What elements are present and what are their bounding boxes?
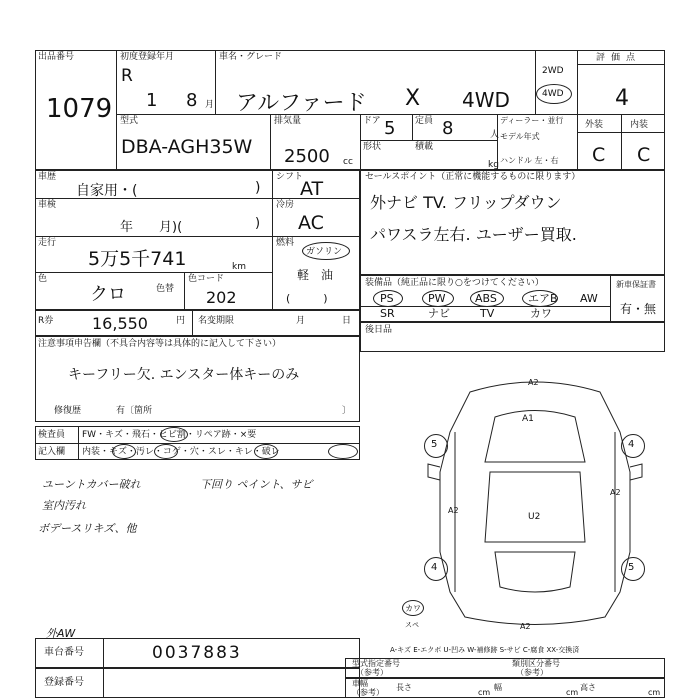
shift-label: シフト [276, 172, 304, 182]
history-value: 自家用・( [76, 183, 138, 199]
note-5: 外AW [46, 627, 76, 640]
height-label: 高さ [580, 683, 596, 692]
equipment-label: 装備品（純正品に限り○をつけてください） [365, 278, 544, 288]
damage-a2-rear: A2 [520, 622, 531, 631]
divider [535, 50, 536, 114]
tire-rear-left-tread: 4 [431, 562, 438, 573]
equip-pw: PW [428, 292, 446, 305]
exterior-label: 外装 [585, 120, 604, 130]
chassis-number: 0037883 [152, 643, 242, 663]
damage-a1: A1 [522, 414, 534, 424]
reg-month: 8 [186, 90, 198, 111]
drive-4wd: 4WD [542, 89, 564, 99]
color-code-label: 色コード [188, 274, 225, 284]
divider [360, 140, 497, 141]
entry-label: 記入欄 [38, 447, 66, 457]
cc-unit: cc [343, 157, 353, 167]
lot-number: 1079 [46, 94, 113, 124]
era: R [121, 66, 133, 86]
equip-ps: PS [380, 292, 394, 305]
divider [577, 64, 665, 65]
fuel-light: 軽 油 [297, 268, 334, 282]
fuel-paren: ( ) [286, 292, 328, 305]
color-code: 202 [206, 288, 237, 307]
divider [621, 114, 622, 170]
divider [78, 426, 79, 460]
month-unit: 月 [205, 100, 215, 110]
notes-text: キーフリー欠. エンスター体キーのみ [68, 367, 300, 383]
lot-label: 出品番号 [38, 52, 75, 62]
width-label: 幅 [494, 683, 502, 692]
displacement: 2500 [284, 146, 330, 167]
equip-circle [522, 290, 558, 307]
equip-circle [470, 290, 504, 307]
damage-a2-left: A2 [448, 506, 459, 515]
inspection-paren: ) [255, 216, 261, 231]
nc-day: 日 [342, 316, 352, 326]
dims-row [345, 678, 665, 698]
capacity: 8 [442, 118, 454, 139]
car-name: アルファード [236, 91, 367, 116]
spare-label: スペ [405, 621, 419, 629]
warranty-value: 有・無 [620, 302, 657, 316]
displacement-label: 排気量 [274, 116, 302, 126]
note-1: ユーントカバー破れ [42, 478, 141, 491]
divider [270, 114, 271, 170]
divider [184, 272, 185, 310]
tire-rear-right-tread: 5 [628, 562, 635, 573]
entry-items: 内装・キズ・汚レ・コゲ・穴・スレ・キレ・破レ [82, 447, 280, 457]
nc-month: 月 [296, 316, 306, 326]
fuel-gas: ガソリン [306, 247, 343, 257]
interior-label: 内装 [630, 120, 649, 130]
note-2: 室内汚れ [42, 499, 86, 512]
divider [497, 114, 498, 170]
tire-front-right-tread: 4 [628, 439, 635, 450]
divider [35, 272, 272, 273]
equip-abs: ABS [475, 292, 497, 305]
damage-a2-top: A2 [528, 378, 539, 387]
mark-circle [154, 444, 178, 459]
mark-circle [328, 444, 358, 459]
equip-kawa: カワ [530, 307, 552, 320]
mileage-label: 走行 [38, 238, 57, 248]
car-label: 車名・グレード [219, 52, 283, 62]
equip-tv: TV [480, 307, 495, 320]
inspection-label: 車検 [38, 200, 57, 210]
repair-close: 〕 [342, 406, 352, 416]
spare-kawa: カワ [405, 604, 421, 613]
mark-circle [160, 427, 188, 442]
repair-value: 有〔箇所 [116, 406, 153, 416]
inspection-text: 年 月)( [120, 220, 183, 235]
damage-u2: U2 [528, 512, 541, 522]
doors: 5 [384, 118, 396, 139]
equip-airbag: エアB [528, 292, 558, 305]
equip-aw: AW [580, 292, 598, 305]
sales-line-2: パワスラ左右. ユーザー買取. [370, 225, 577, 244]
dims-ref: （参考） [352, 688, 384, 697]
equip-circle [373, 290, 403, 307]
recycle-label: R券 [38, 316, 54, 326]
recycle-amount: 16,550 [92, 314, 148, 333]
divider [272, 170, 273, 310]
mark-circle [254, 444, 278, 459]
shift: AT [300, 178, 324, 200]
repair-label: 修復歴 [54, 406, 82, 416]
divider [360, 114, 361, 170]
mark-circle [112, 444, 136, 459]
person-unit: 人 [490, 130, 500, 140]
capacity-label: 定員 [415, 116, 434, 126]
kg-unit: kg [488, 160, 499, 170]
model-spec-ref: （参考） [356, 668, 388, 677]
mileage: 5万5千741 [88, 248, 187, 270]
history-label: 車歴 [38, 172, 57, 182]
damage-a2-right: A2 [610, 488, 621, 497]
grade: X [405, 86, 421, 111]
divider [610, 275, 611, 322]
sales-line-1: 外ナビ TV. フリップダウン [370, 193, 562, 212]
divider [215, 50, 216, 114]
car-diagram [410, 372, 660, 632]
model-year-label: モデル年式 [500, 132, 540, 141]
dims-label: 車幅 [352, 679, 368, 688]
inspector-items: FW・キズ・飛石・ヒビ割・リペア跡・×要 [82, 430, 257, 440]
equip-navi: ナビ [428, 307, 450, 320]
handle-label: ハンドル 左・右 [500, 156, 559, 165]
divider [192, 310, 193, 336]
km-unit: km [232, 262, 246, 272]
ac: AC [298, 212, 324, 234]
note-3: ボデースリキズ、他 [38, 522, 137, 535]
doors-label: ドア [363, 116, 381, 126]
height-cm: cm [648, 688, 661, 697]
history-paren-close: ) [255, 180, 261, 196]
length-cm: cm [478, 688, 491, 697]
exterior-grade: C [592, 144, 606, 166]
drive: 4WD [462, 88, 510, 112]
equip-sr: SR [380, 307, 395, 320]
inspector-label: 検査員 [38, 430, 66, 440]
class-ref: （参考） [516, 668, 548, 677]
damage-legend: A-キズ E-エクボ U-凹み W-補修跡 S-サビ C-腐食 XX-交換済 [390, 646, 580, 654]
equip-circle [422, 290, 454, 307]
recolor-label: 色替 [156, 284, 175, 294]
rear-label: 後日品 [365, 325, 393, 335]
chassis-label: 車台番号 [44, 647, 84, 658]
ac-label: 冷房 [276, 200, 295, 210]
width-cm: cm [566, 688, 579, 697]
dealer-label: ディーラー・並行 [500, 116, 564, 125]
yen-unit: 円 [176, 316, 186, 326]
notes-label: 注意事項申告欄（不具合内容等は具体的に記入して下さい） [38, 339, 282, 349]
sales-label: セールスポイント（正常に機能するものに限ります） [365, 172, 581, 182]
divider [35, 236, 360, 237]
score: 4 [615, 86, 629, 111]
shape-label: 形状 [363, 142, 382, 152]
load-label: 積載 [415, 142, 434, 152]
divider [577, 50, 578, 170]
model-label: 型式 [120, 116, 139, 126]
tire-front-left-tread: 5 [431, 439, 438, 450]
warranty-label: 新車保証書 [616, 280, 656, 289]
divider [412, 114, 413, 140]
divider [116, 50, 117, 170]
name-change-label: 名变期限 [198, 316, 235, 326]
first-reg-label: 初度登録年月 [120, 52, 175, 62]
fuel-label: 燃料 [276, 238, 295, 248]
interior-grade: C [637, 144, 651, 166]
divider [35, 443, 360, 444]
reg-year: 1 [146, 90, 158, 111]
divider [116, 114, 665, 115]
model: DBA-AGH35W [121, 136, 253, 158]
drive-2wd: 2WD [542, 66, 564, 76]
note-4: 下回り ペイント、サビ [200, 478, 313, 491]
length-label: 長さ [396, 683, 412, 692]
reg-label: 登録番号 [44, 677, 84, 688]
color-label: 色 [38, 274, 48, 284]
rear-block [360, 322, 665, 352]
class-label: 類別区分番号 [512, 659, 560, 668]
color: クロ [90, 284, 126, 305]
model-spec-label: 型式指定番号 [352, 659, 400, 668]
score-label: 評価点 [596, 53, 642, 63]
